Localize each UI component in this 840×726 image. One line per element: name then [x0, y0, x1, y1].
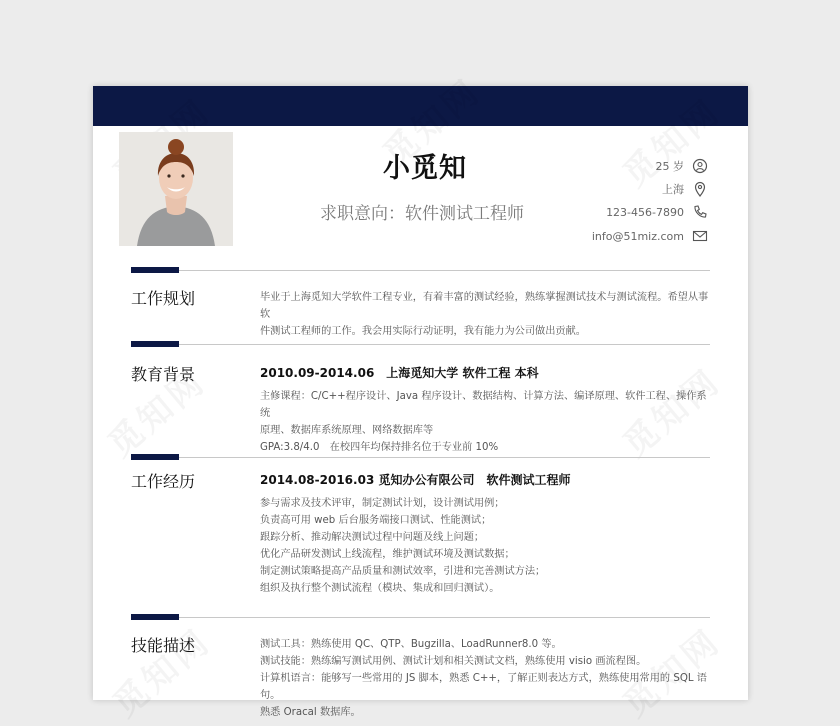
- section-title-work: 工作经历: [131, 472, 196, 491]
- education-content: [260, 365, 710, 456]
- education-heading: 2010.09-2014.06 上海觅知大学 软件工程 本科: [260, 366, 539, 380]
- location-icon: [692, 181, 708, 197]
- skills-line: 测试工具：熟练使用 QC、QTP、Bugzilla、LoadRunner8.0 等。: [260, 639, 562, 650]
- section-marker: [131, 614, 179, 620]
- section-marker: [131, 341, 179, 347]
- skills-line: 测试技能：熟练编写测试用例、测试计划和相关测试文档，熟练使用 visio 画流程图。: [260, 656, 647, 667]
- job-intent: 求职意向：软件测试工程师: [320, 204, 524, 224]
- contact-email: [592, 226, 708, 246]
- work-heading: 2014.08-2016.03 觅知办公有限公司 软件测试工程师: [260, 473, 571, 487]
- work-content: [260, 472, 710, 597]
- contact-phone: [606, 202, 708, 222]
- work-line: 制定测试策略提高产品质量和测试效率，引进和完善测试方法；: [260, 566, 546, 577]
- section-divider: [179, 270, 710, 271]
- avatar: [119, 132, 233, 246]
- resume-page: [93, 86, 748, 718]
- watermark: [101, 615, 220, 726]
- skills-line: 熟悉 Oracal 数据库。: [260, 707, 361, 718]
- portrait-image: [119, 132, 233, 246]
- mail-icon: [692, 228, 708, 244]
- education-line: GPA:3.8/4.0 在校四年均保持排名位于专业前 10%: [260, 442, 499, 453]
- section-title-skills: 技能描述: [131, 636, 196, 655]
- contact-city: [662, 179, 708, 199]
- section-marker: [131, 454, 179, 460]
- work-line: 优化产品研发测试上线流程，维护测试环境及测试数据；: [260, 549, 515, 560]
- section-title-education: 教育背景: [131, 365, 196, 384]
- header-bar: [93, 86, 748, 126]
- contact-age: [656, 156, 709, 176]
- email-text: info@51miz.com: [591, 229, 684, 243]
- work-line: 跟踪分析、推动解决测试过程中问题及线上问题；: [260, 532, 485, 543]
- work-line: 负责高可用 web 后台服务端接口测试、性能测试；: [260, 515, 492, 526]
- section-marker: [131, 267, 179, 273]
- section-divider: [179, 617, 710, 618]
- section-title-plan: 工作规划: [131, 289, 196, 308]
- work-line: 参与需求及技术评审，制定测试计划，设计测试用例；: [260, 498, 505, 509]
- plan-line: 件测试工程师的工作。我会用实际行动证明，我有能力为公司做出贡献。: [260, 326, 586, 337]
- phone-icon: [692, 204, 708, 220]
- person-icon: [692, 158, 708, 174]
- work-line: 组织及执行整个测试流程（模块、集成和回归测试）。: [260, 583, 500, 594]
- skills-content: [260, 636, 710, 721]
- plan-line: 毕业于上海觅知大学软件工程专业，有着丰富的测试经验，熟练掌握测试技术与测试流程。希望从事软: [260, 292, 709, 320]
- education-line: 主修课程：C/C++程序设计、Java 程序设计、数据结构、计算方法、编译原理、软件工程、操作系统: [260, 391, 707, 419]
- section-divider: [179, 344, 710, 345]
- skills-line: 计算机语言：能够写一些常用的 JS 脚本，熟悉 C++，了解正则表达方式，熟练使用常用的 SQL 语句。: [260, 673, 707, 701]
- city-text: 上海: [662, 183, 684, 196]
- plan-content: [260, 289, 710, 340]
- education-line: 原理、数据库系统原理、网络数据库等: [260, 425, 434, 436]
- age-text: 25 岁: [655, 160, 684, 173]
- phone-text: 123-456-7890: [606, 205, 684, 219]
- candidate-name: 小觅知: [383, 153, 467, 184]
- section-divider: [179, 457, 710, 458]
